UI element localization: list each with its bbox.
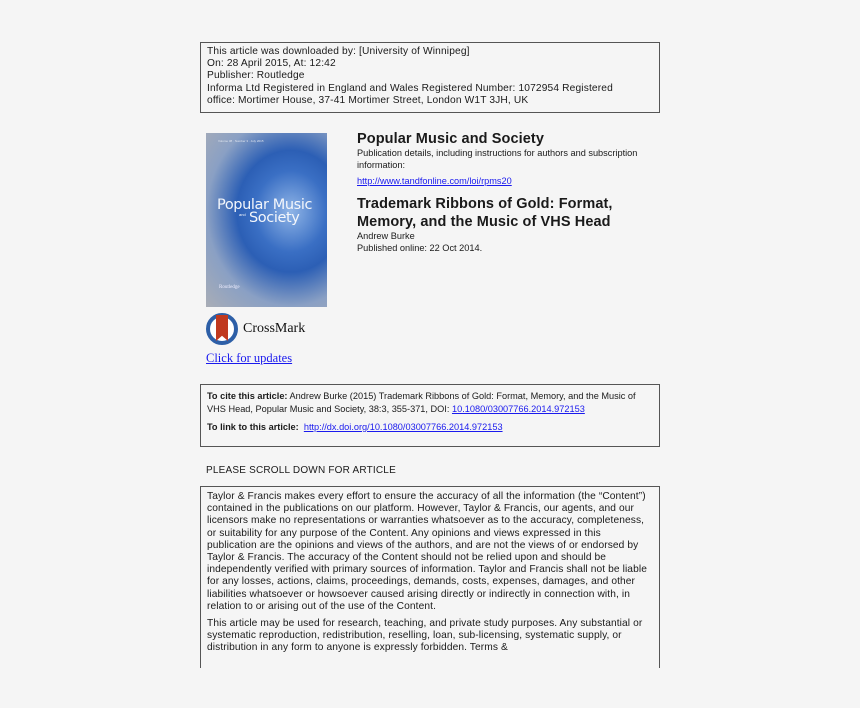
article-url-link[interactable]: http://dx.doi.org/10.1080/03007766.2014.972153 (303, 422, 503, 432)
cover-publisher: Routledge (219, 285, 240, 290)
download-line: Publisher: Routledge (207, 70, 305, 82)
download-line: Informa Ltd Registered in England and Wales Registered Number: 1072954 Registered (207, 82, 613, 94)
crossmark-badge[interactable] (206, 313, 305, 345)
cover-volume: Volume 38 · Number 3 · July 2015 (218, 139, 264, 143)
disclaimer-paragraph: Taylor & Francis makes every effort to ensure the accuracy of all the information (the “Content”) contained in the publications on our platform. However, Taylor & Francis, our agents, and our licensors make no representations or warranties whatsoever as to the accuracy, completeness, or suitability for any purpose of the Content. Any opinions and views expressed in this publication are the opinions and views of the authors, and are not the views of or endorsed by Taylor & Francis. The accuracy of the Content should not be relied upon and should be independently verified with primary sources of information. Taylor and Francis shall not be liable for any losses, actions, claims, proceedings, demands, costs, expenses, damages, and other liabilities whatsoever or howsoever caused arising directly or indirectly in connection with, in relation to or arising out of the use of the Content. (207, 491, 647, 612)
disclaimer-box (200, 486, 660, 668)
citation-box (200, 384, 660, 447)
cover-title-and: and (239, 212, 246, 217)
download-line: On: 28 April 2015, At: 12:42 (207, 58, 336, 70)
cite-text: Andrew Burke (2015) Trademark Ribbons of Gold: Format, Memory, and the Music of VHS Head, Popular Music and Society, 38:3, 355-371, DOI: (207, 391, 636, 414)
published-date: Published online: 22 Oct 2014. (357, 242, 483, 253)
scroll-notice: PLEASE SCROLL DOWN FOR ARTICLE (206, 465, 396, 476)
publication-details: Publication details, including instructions for authors and subscription information: (357, 148, 638, 170)
cite-label: To cite this article: (207, 391, 288, 401)
cover-title-line2: Society (249, 210, 300, 226)
download-line: This article was downloaded by: [University of Winnipeg] (207, 46, 470, 57)
article-metadata (357, 130, 657, 254)
article-title: Trademark Ribbons of Gold: Format, Memory, and the Music of VHS Head (357, 196, 613, 230)
cover-title-line1: Popular Music (217, 197, 313, 213)
journal-cover-image (206, 133, 327, 307)
download-line: office: Mortimer House, 37-41 Mortimer Street, London W1T 3JH, UK (207, 94, 529, 106)
click-for-updates-link[interactable]: Click for updates (206, 351, 293, 365)
crossmark-icon (206, 313, 238, 345)
link-label: To link to this article: (207, 422, 299, 432)
download-info-box (200, 42, 660, 113)
disclaimer-paragraph: This article may be used for research, teaching, and private study purposes. Any substantial or systematic reproduction, redistribution, reselling, loan, sub-licensing, systematic supply, or distribution in any form to anyone is expressly forbidden. Terms & (207, 618, 643, 654)
journal-url-link[interactable]: http://www.tandfonline.com/loi/rpms20 (357, 176, 512, 186)
journal-title: Popular Music and Society (357, 131, 545, 147)
doi-link[interactable]: 10.1080/03007766.2014.972153 (451, 403, 585, 414)
crossmark-label: CrossMark (243, 321, 306, 336)
author: Andrew Burke (357, 231, 415, 241)
